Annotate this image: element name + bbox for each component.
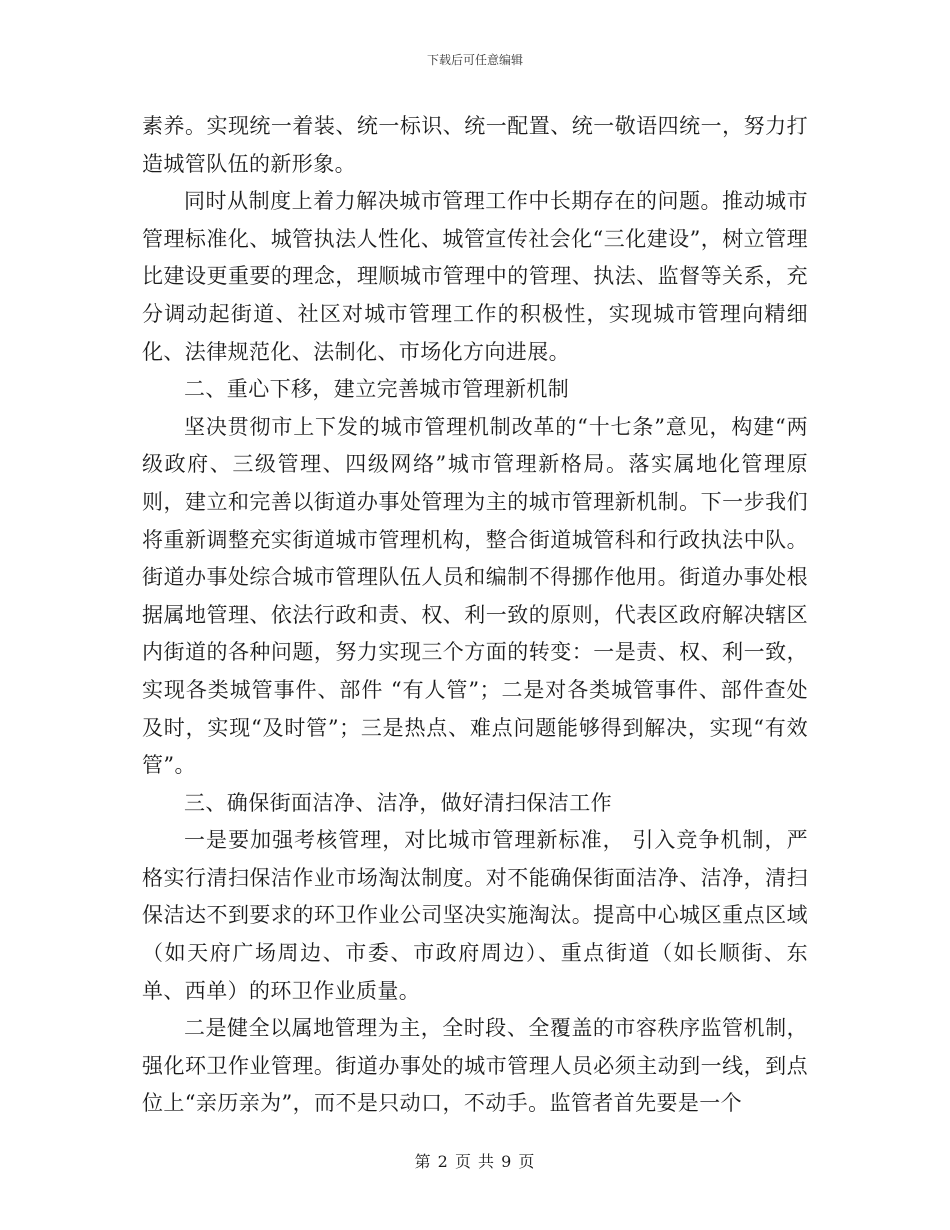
paragraph-continuation: 素养。实现统一着装、统一标识、统一配置、统一敬语四统一，努力打造城管队伍的新形象。 [142, 114, 808, 176]
page-header: 下载后可任意编辑 [426, 53, 523, 67]
paragraph: 同时从制度上着力解决城市管理工作中长期存在的问题。推动城市管理标准化、城管执法人性化、城管宣传社会化“三化建设”，树立管理比建设更重要的理念，理顺城市管理中的管理、执法、监督等关系，充分调动起街道、社区对城市管理工作的积极性，实现城市管理向精细化、法律规范化、法制化、市场化方向进展。 [142, 189, 808, 364]
paragraph: 二是健全以属地管理为主，全时段、全覆盖的市容秩序监管机制，强化环卫作业管理。街道办事处的城市管理人员必须主动到一线，到点位上“亲历亲为”，而不是只动口，不动手。监管者首先要是一个 [142, 1016, 808, 1116]
section-heading: 三、确保街面洁净、洁净，做好清扫保洁工作 [184, 790, 612, 815]
paragraph: 坚决贯彻市上下发的城市管理机制改革的“十七条”意见，构建“两级政府、三级管理、四级网络”城市管理新格局。落实属地化管理原则，建立和完善以街道办事处管理为主的城市管理新机制。下一步我们将重新调整充实街道城市管理机构，整合街道城管科和行政执法中队。街道办事处综合城市管理队伍人员和编制不得挪作他用。街道办事处根据属地管理、依法行政和责、权、利一致的原则，代表区政府解决辖区内街道的各种问题，努力实现三个方面的转变：一是责、权、利一致，实现各类城管事件、部件 “有人管”；二是对各类城管事件、部件查处及时，实现“及时管”；三是热点、难点问题能够得到解决，实现“有效管”。 [142, 414, 808, 778]
document-body [142, 108, 808, 1123]
paragraph: 一是要加强考核管理，对比城市管理新标准， 引入竞争机制，严格实行清扫保洁作业市场淘汰制度。对不能确保街面洁净、洁净，清扫保洁达不到要求的环卫作业公司坚决实施淘汰。提高中心城区重点区域（如天府广场周边、市委、市政府周边）、重点街道（如长顺街、东单、西单）的环卫作业质量。 [142, 828, 808, 1003]
page-number-footer: 第 2 页 共 9 页 [414, 1152, 536, 1171]
section-heading: 二、重心下移，建立完善城市管理新机制 [184, 377, 570, 402]
